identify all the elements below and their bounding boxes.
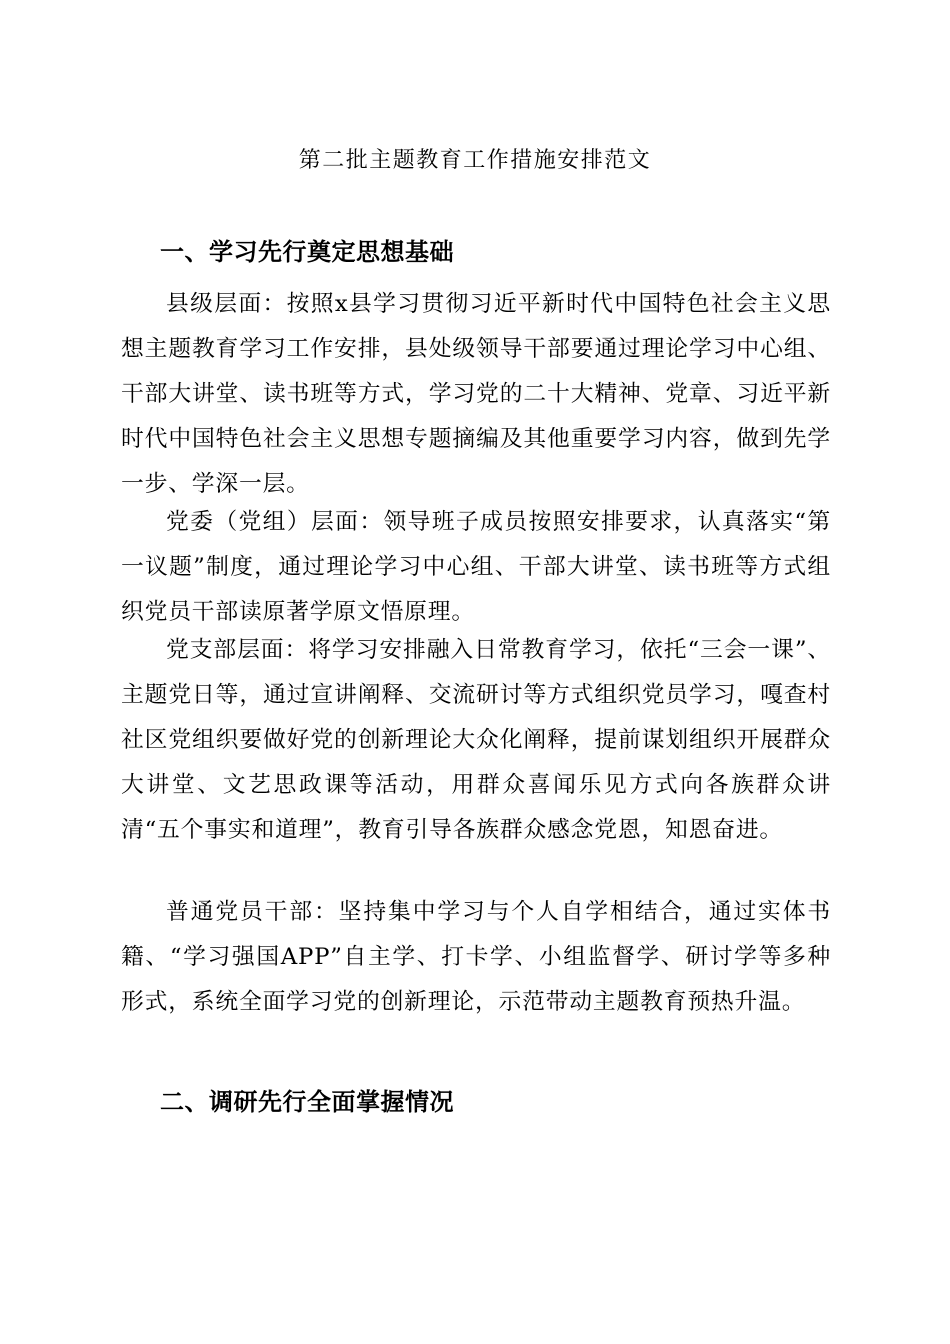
paragraph-party-committee-level: 党委（党组）层面：领导班子成员按照安排要求，认真落实“第一议题”制度，通过理论学习中心组、干部大讲堂、读书班等方式组织党员干部读原著学原文悟原理。	[121, 509, 831, 625]
paragraph-ordinary-members: 普通党员干部：坚持集中学习与个人自学相结合，通过实体书籍、“学习强国APP”自主学、打卡学、小组监督学、研讨学等多种形式，系统全面学习党的创新理论，示范带动主题教育预热升温。	[121, 899, 831, 1015]
section-heading-2: 二、调研先行全面掌握情况	[160, 1088, 454, 1116]
document-title: 第二批主题教育工作措施安排范文	[298, 148, 652, 173]
paragraph-county-level: 县级层面：按照x县学习贯彻习近平新时代中国特色社会主义思想主题教育学习工作安排，县处级领导干部要通过理论学习中心组、干部大讲堂、读书班等方式，学习党的二十大精神、党章、习近平新时代中国特色社会主义思想专题摘编及其他重要学习内容，做到先学一步、学深一层。	[121, 291, 831, 497]
section-heading-1: 一、学习先行奠定思想基础	[160, 238, 454, 266]
paragraph-party-branch-level: 党支部层面：将学习安排融入日常教育学习，依托“三会一课”、主题党日等，通过宣讲阐释、交流研讨等方式组织党员学习，嘎查村社区党组织要做好党的创新理论大众化阐释，提前谋划组织开展群众大讲堂、文艺思政课等活动，用群众喜闻乐见方式向各族群众讲清“五个事实和道理”，教育引导各族群众感念党恩，知恩奋进。	[121, 637, 831, 843]
